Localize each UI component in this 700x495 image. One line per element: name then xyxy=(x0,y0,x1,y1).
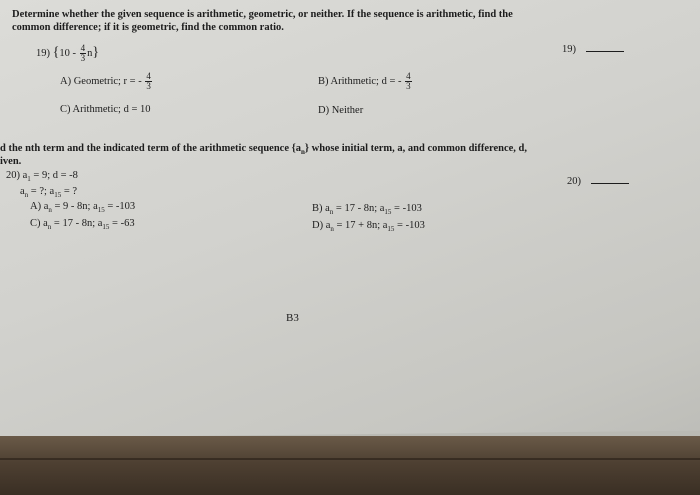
desk-surface xyxy=(0,436,700,495)
q19-instructions-line1: Determine whether the given sequence is arithmetic, geometric, or neither. If the sequence is arithmetic, find the xyxy=(12,9,513,20)
q19-seq-right: n xyxy=(87,47,93,59)
q20-answer-label: 20) xyxy=(567,176,581,187)
q20-find: $a_n$ = ?; $a_{15}$ = ? xyxy=(20,186,78,200)
q19-answer-blank[interactable] xyxy=(586,51,624,52)
q19-option-b[interactable]: B) Arithmetic; d = - $\frac{4}{3}$ xyxy=(318,71,411,91)
q20-instructions-line2: iven. xyxy=(0,156,22,167)
q20-option-a[interactable]: A) $a_n = 9 - 8n$; $a_{15} = -103$ xyxy=(30,201,136,215)
q19-option-a[interactable]: A) Geometric; r = - $\frac{4}{3}$ xyxy=(60,71,151,91)
q19-instructions-line2: common difference; if it is geometric, find the common ratio. xyxy=(12,22,284,33)
q20-instructions-line1: d the nth term and the indicated term of the arithmetic sequence $\{a_n\}$ whose initial term, a, and common difference, d, xyxy=(0,143,528,157)
q19-answer-label: 19) xyxy=(562,44,576,55)
q20-option-b[interactable]: B) $a_n = 17 - 8n$; $a_{15} = -103$ xyxy=(312,203,422,217)
q19-option-d[interactable]: D) Neither xyxy=(318,105,364,116)
q20-given: 20) $a_1 = 9$; d = -8 xyxy=(6,170,78,184)
q20-answer-blank[interactable] xyxy=(591,183,629,184)
q20-option-d[interactable]: D) $a_n = 17 + 8n$; $a_{15} = -103$ xyxy=(312,220,425,234)
q19-seq-fraction: $\frac{4}{3}$ xyxy=(80,43,86,63)
q19-answer-line xyxy=(562,44,624,55)
q20-answer-line xyxy=(567,176,629,187)
page-label: B3 xyxy=(286,312,299,324)
left-brace-icon: { xyxy=(52,44,60,60)
q19-option-c[interactable]: C) Arithmetic; d = 10 xyxy=(60,104,151,115)
q19-seq-left: 10 - xyxy=(59,47,76,59)
q20-option-c[interactable]: C) $a_n = 17 - 8n$; $a_{15} = -63$ xyxy=(30,218,135,232)
right-brace-icon: } xyxy=(92,44,100,60)
q19-number: 19) xyxy=(36,47,50,59)
q19-sequence xyxy=(36,44,99,63)
